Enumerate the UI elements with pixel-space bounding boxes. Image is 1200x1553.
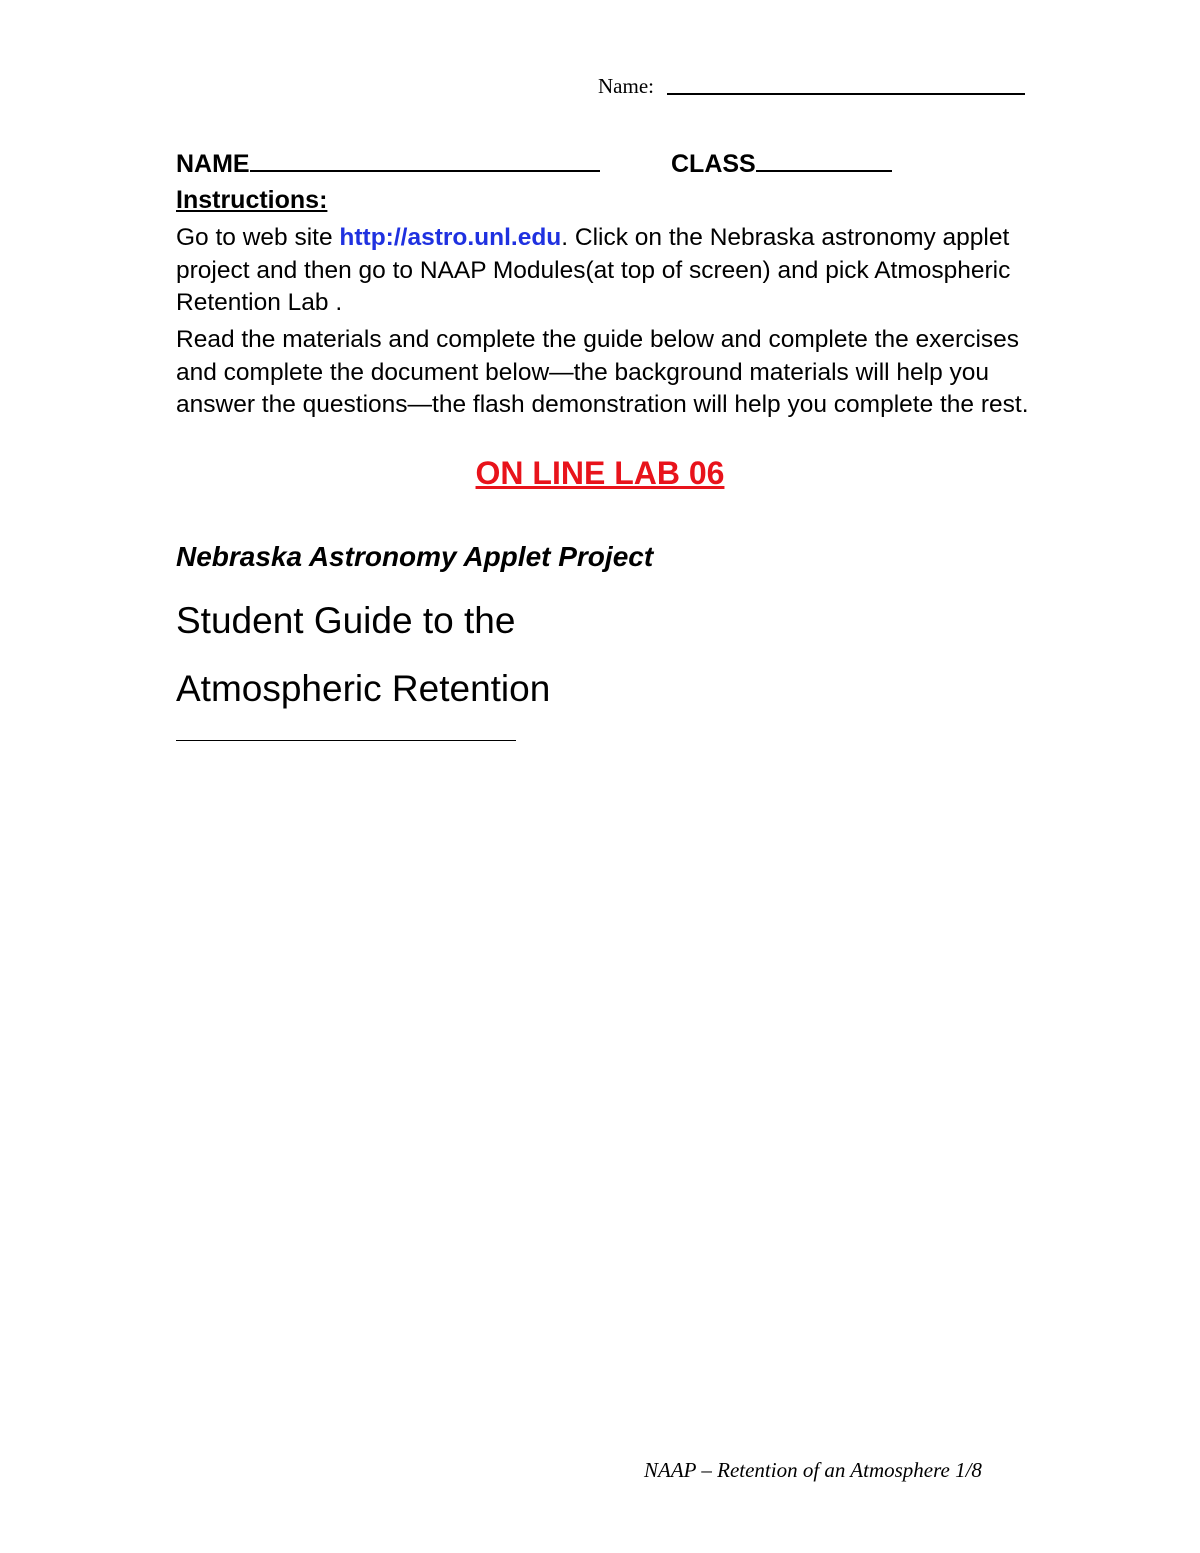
instructions-paragraph-2: Read the materials and complete the guide below and complete the exercises and complete the document below—the background materials will help you answer the questions—the flash demonstration will help you complete the rest.	[176, 326, 1029, 418]
instructions-paragraph-1	[176, 222, 1036, 320]
project-title: Nebraska Astronomy Applet Project	[176, 541, 654, 572]
website-link[interactable]: http://astro.unl.edu	[339, 224, 562, 251]
title-underline-rule	[176, 740, 516, 741]
page-footer: NAAP – Retention of an Atmosphere 1/8	[644, 1458, 982, 1482]
header-name-blank-line	[667, 93, 1025, 95]
lab-title	[0, 455, 1200, 492]
class-field	[671, 150, 892, 179]
guide-title-line-1: Student Guide to the	[176, 600, 516, 641]
instructions-para1-suffix: . Click on the Nebraska astronomy applet project and then go to NAAP Modules(at top of screen) and pick Atmospheric Retention Lab .	[176, 224, 1011, 316]
lab-title-text: ON LINE LAB 06	[475, 455, 725, 491]
instructions-heading: Instructions:	[176, 186, 328, 214]
name-field-blank	[250, 169, 600, 172]
class-field-label: CLASS	[671, 150, 756, 178]
instructions-para1-prefix: Go to web site	[176, 224, 340, 251]
guide-title-line-2: Atmospheric Retention	[176, 668, 551, 709]
name-field-label: NAME	[176, 150, 250, 178]
header-name-label: Name:	[598, 74, 654, 98]
class-field-blank	[756, 169, 892, 172]
name-field	[176, 150, 600, 179]
